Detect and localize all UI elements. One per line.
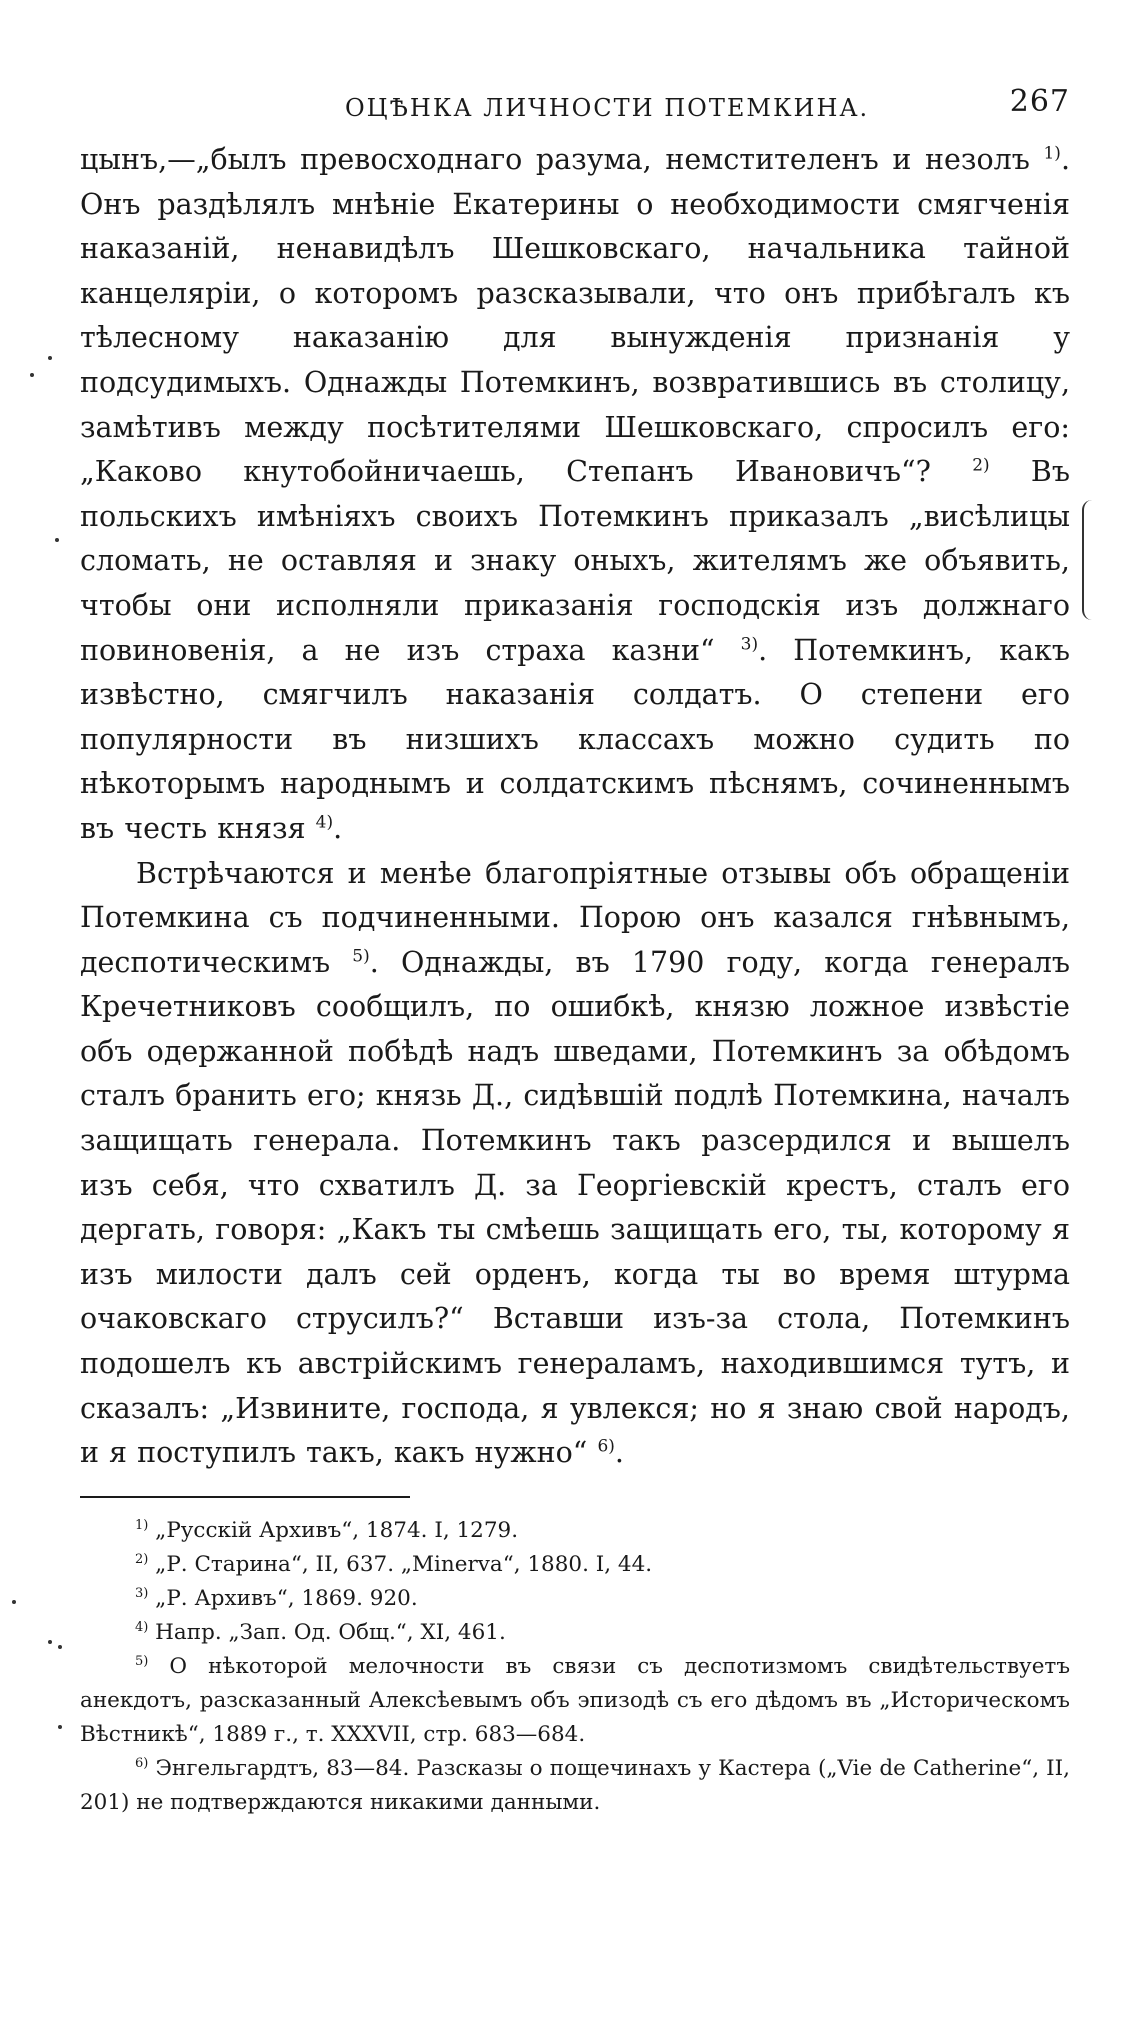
footnote-ref-2: 2) — [972, 455, 990, 476]
footnote-text: Энгельгардтъ, 83—84. Разсказы о пощечинахъ у Кастера („Vie de Catherine“, II, 201) не подтверждаются никакими данными. — [80, 1755, 1070, 1815]
book-page — [80, 78, 1070, 1820]
footnote-mark: 3) — [135, 1585, 149, 1601]
footnote-ref-5: 5) — [352, 946, 370, 967]
text-run: . Онъ раздѣлялъ мнѣніе Екатерины о необходимости смягченія наказаній, ненавидѣлъ Шешковскаго, начальника тайной канцеляріи, о которомъ разсказывали, что онъ прибѣгалъ къ тѣлесному наказанію для вынужденія признанія у подсудимыхъ. Однажды Потемкинъ, возвратившись въ столицу, замѣтивъ между посѣтителями Шешковскаго, спросилъ его: „Каково кнутобойничаешь, Степанъ Ивановичъ“? — [80, 143, 1070, 489]
ink-speck — [30, 373, 34, 377]
footnote-6 — [80, 1752, 1070, 1820]
margin-bracket-mark — [1082, 500, 1098, 620]
text-run: . — [333, 811, 343, 845]
paragraph-2 — [80, 852, 1070, 1476]
footnote-text: „Русскій Архивъ“, 1874. I, 1279. — [148, 1517, 519, 1543]
footnote-mark: 1) — [135, 1517, 149, 1533]
footnote-ref-4: 4) — [315, 812, 334, 833]
footnote-mark: 2) — [135, 1551, 149, 1567]
text-run: Встрѣчаются и менѣе благопріятные отзывы объ обращеніи Потемкина съ подчиненными. Порою онъ казался гнѣвнымъ, деспотическимъ — [80, 856, 1070, 979]
footnote-ref-3: 3) — [740, 634, 759, 655]
text-run: . — [614, 1436, 624, 1470]
text-run: Въ польскихъ имѣніяхъ своихъ Потемкинъ приказалъ „висѣлицы сломать, не оставляя и знаку оныхъ, жителямъ же объявить, чтобы они исполняли приказанія господскія изъ должнаго повиновенія, а не изъ страха казни“ — [80, 455, 1071, 667]
footnote-ref-1: 1) — [1043, 143, 1061, 164]
footnote-mark: 5) — [135, 1653, 149, 1669]
footnote-5 — [80, 1650, 1070, 1752]
footnote-text: „Р. Старина“, II, 637. „Minerva“, 1880. I, 44. — [148, 1551, 653, 1577]
ink-speck — [48, 356, 52, 360]
ink-speck — [58, 1645, 62, 1649]
footnotes — [80, 1514, 1070, 1820]
footnote-1 — [80, 1514, 1070, 1548]
footnote-mark: 4) — [135, 1619, 149, 1635]
ink-speck — [58, 1725, 62, 1729]
text-run: . Однажды, въ 1790 году, когда генералъ Кречетниковъ сообщилъ, по ошибкѣ, князю ложное извѣстіе объ одержанной побѣдѣ надъ шведами, Потемкинъ за обѣдомъ сталъ бранить его; князь Д., сидѣвшій подлѣ Потемкина, началъ защищать генерала. Потемкинъ такъ разсердился и вышелъ изъ себя, что схватилъ Д. за Георгіевскій крестъ, сталъ его дергать, говоря: „Какъ ты смѣешь защищать его, ты, которому я изъ милости далъ сей орденъ, когда ты во время штурма очаковскаго струсилъ?“ Вставши изъ-за стола, Потемкинъ подошелъ къ австрійскимъ генераламъ, находившимся тутъ, и сказалъ: „Извините, господа, я увлекся; но я знаю свой народъ, и я поступилъ такъ, какъ нужно“ — [80, 945, 1070, 1470]
footnote-separator — [80, 1496, 410, 1498]
page-number: 267 — [1009, 84, 1070, 119]
paragraph-1 — [80, 138, 1070, 852]
text-run: цынъ,—„былъ превосходнаго разума, немстителенъ и незолъ — [80, 143, 1044, 176]
footnote-text: „Р. Архивъ“, 1869. 920. — [148, 1585, 418, 1611]
footnote-2 — [80, 1548, 1070, 1582]
footnote-text: О нѣкоторой мелочности въ связи съ деспотизмомъ свидѣтельствуетъ анекдотъ, разсказанный Алексѣевымъ объ эпизодѣ съ его дѣдомъ въ „Историческомъ Вѣстникѣ“, 1889 г., т. XXXVII, стр. 683—684. — [80, 1653, 1070, 1747]
ink-speck — [48, 1640, 52, 1644]
text-run: . Потемкинъ, какъ извѣстно, смягчилъ наказанія солдатъ. О степени его популярности въ низшихъ классахъ можно судить по нѣкоторымъ народнымъ и солдатскимъ пѣснямъ, сочиненнымъ въ честь князя — [80, 633, 1070, 845]
footnote-mark: 6) — [135, 1755, 149, 1771]
body-text — [80, 138, 1070, 1476]
ink-speck — [12, 1600, 16, 1604]
footnote-3 — [80, 1582, 1070, 1616]
footnote-4 — [80, 1616, 1070, 1650]
ink-speck — [55, 538, 59, 542]
footnote-text: Напр. „Зап. Од. Общ.“, XI, 461. — [148, 1619, 506, 1645]
running-head — [80, 78, 1070, 138]
footnote-ref-6: 6) — [597, 1436, 615, 1457]
running-title: ОЦѢНКА ЛИЧНОСТИ ПОТЕМКИНА. — [345, 94, 870, 122]
